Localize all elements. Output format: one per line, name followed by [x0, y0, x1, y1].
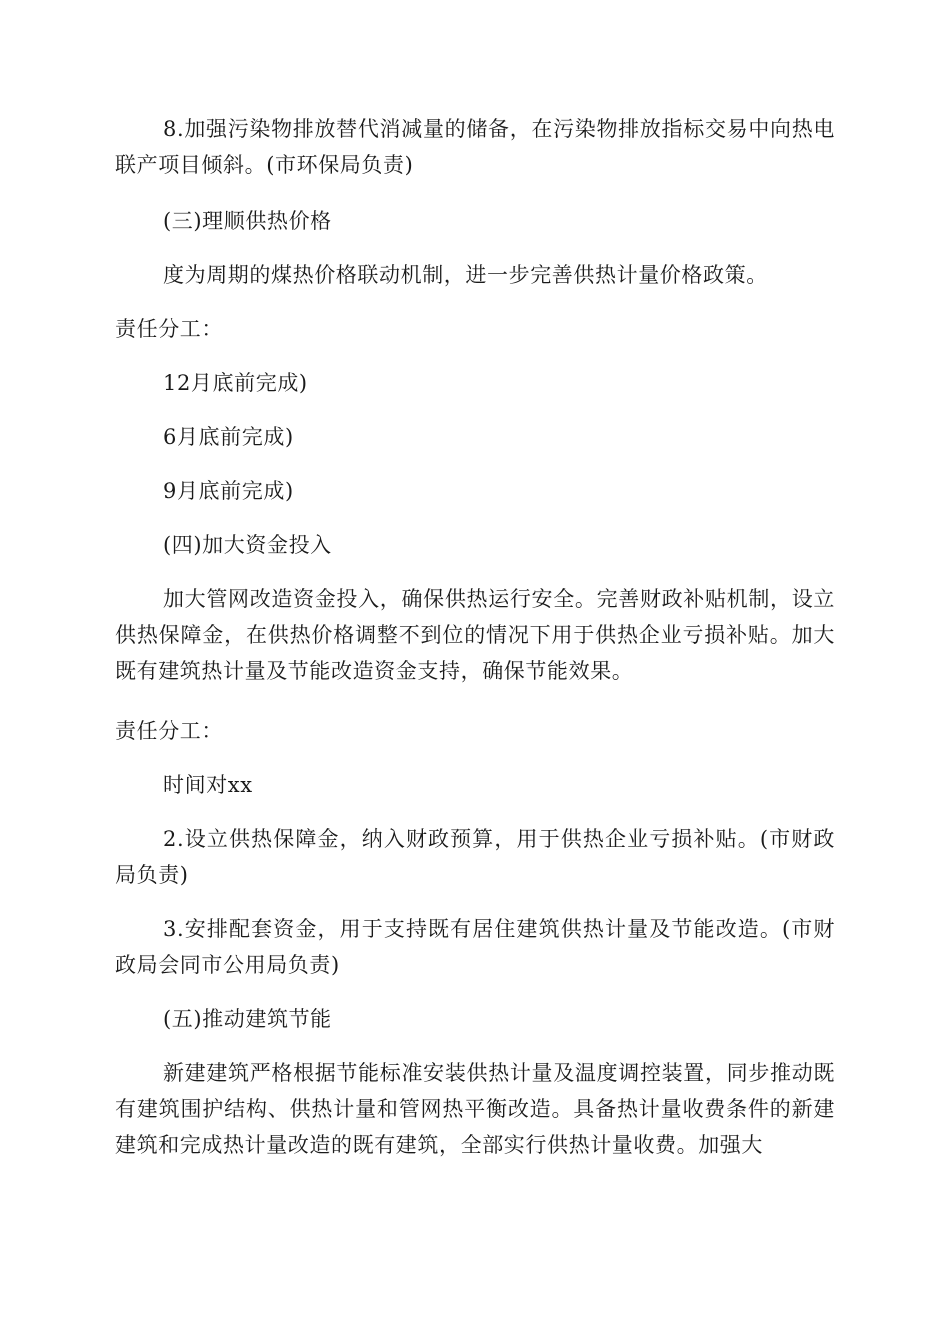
paragraph-item-8: 8.加强污染物排放替代消减量的储备，在污染物排放指标交易中向热电联产项目倾斜。(市环保局负责) [115, 117, 835, 177]
section-heading-3: (三)理顺供热价格 [163, 209, 332, 233]
paragraph-item-2: 2.设立供热保障金，纳入财政预算，用于供热企业亏损补贴。(市财政局负责) [115, 827, 835, 887]
paragraph-price-mechanism: 度为周期的煤热价格联动机制，进一步完善供热计量价格政策。 [163, 263, 768, 287]
paragraph-time: 时间对xx [163, 773, 253, 797]
deadline-june: 6月底前完成) [163, 425, 294, 449]
deadline-december: 12月底前完成) [163, 371, 308, 395]
section-heading-4: (四)加大资金投入 [163, 533, 332, 557]
paragraph-building-energy: 新建建筑严格根据节能标准安装供热计量及温度调控装置，同步推动既有建筑围护结构、供热计量和管网热平衡改造。具备热计量收费条件的新建建筑和完成热计量改造的既有建筑，全部实行供热计量收费。加强大 [115, 1061, 835, 1157]
responsibility-label: 责任分工： [115, 317, 223, 341]
deadline-september: 9月底前完成) [163, 479, 294, 503]
paragraph-funding: 加大管网改造资金投入，确保供热运行安全。完善财政补贴机制，设立供热保障金，在供热价格调整不到位的情况下用于供热企业亏损补贴。加大既有建筑热计量及节能改造资金支持，确保节能效果。 [115, 587, 835, 683]
section-heading-5: (五)推动建筑节能 [163, 1007, 332, 1031]
paragraph-item-3: 3.安排配套资金，用于支持既有居住建筑供热计量及节能改造。(市财政局会同市公用局负责) [115, 917, 835, 977]
responsibility-label: 责任分工： [115, 719, 223, 743]
